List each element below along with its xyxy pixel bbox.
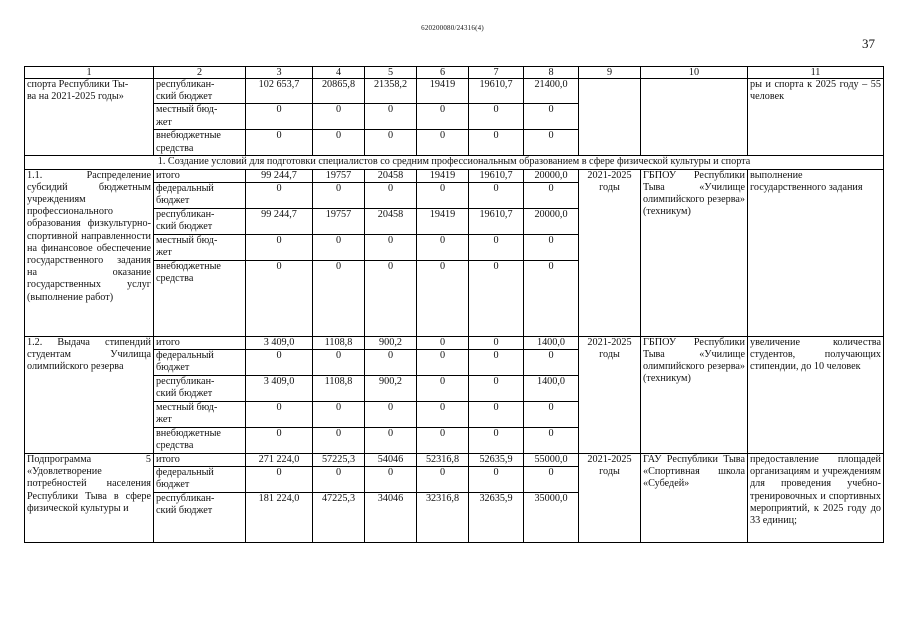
col-header: 7 (469, 67, 524, 79)
amount-value: 19419 (417, 79, 469, 104)
table-row (25, 454, 884, 467)
amount-value: 0 (524, 104, 579, 130)
amount-value: 0 (417, 104, 469, 130)
amount-value: 99 244,7 (246, 169, 313, 182)
amount-value: 19757 (313, 208, 365, 234)
program-table (24, 66, 884, 543)
funding-source: итого (154, 169, 246, 182)
col-header: 3 (246, 67, 313, 79)
funding-source: федеральный бюджет (154, 182, 246, 208)
executor (641, 79, 748, 156)
amount-value: 57225,3 (313, 454, 365, 467)
amount-value: 0 (365, 130, 417, 156)
amount-value: 34046 (365, 493, 417, 543)
executor: ГАУ Республики Тыва «Спортивная школа «Субедей» (641, 454, 748, 543)
measure-name: 1.1. Распределение субсидий бюджетным учреждениям профессионального образования физкультурно-спортивной направленности на финансовое обеспечение государственного задания на оказание государственных услуг (выполнение работ) (25, 169, 154, 336)
amount-value: 0 (313, 130, 365, 156)
amount-value: 19419 (417, 208, 469, 234)
amount-value: 19757 (313, 169, 365, 182)
amount-value: 0 (524, 467, 579, 493)
funding-source: внебюджетные средства (154, 130, 246, 156)
period: 2021-2025 годы (579, 169, 641, 336)
table-row (25, 169, 884, 182)
period: 2021-2025 годы (579, 336, 641, 453)
funding-source: внебюджетные средства (154, 428, 246, 454)
amount-value: 0 (469, 234, 524, 260)
funding-source: внебюджетные средства (154, 260, 246, 336)
amount-value: 0 (469, 376, 524, 402)
funding-source: республикан- ский бюджет (154, 79, 246, 104)
funding-source: федеральный бюджет (154, 467, 246, 493)
col-header: 8 (524, 67, 579, 79)
amount-value: 0 (524, 260, 579, 336)
amount-value: 0 (246, 182, 313, 208)
document-id: 620200080/24316(4) (421, 24, 484, 32)
amount-value: 0 (365, 104, 417, 130)
amount-value: 0 (524, 234, 579, 260)
expected-result: ры и спорта к 2025 году – 55 человек (748, 79, 884, 156)
funding-source: местный бюд- жет (154, 402, 246, 428)
col-header: 1 (25, 67, 154, 79)
amount-value: 0 (246, 467, 313, 493)
period (579, 79, 641, 156)
page-number: 37 (862, 36, 875, 51)
measure-name: 1.2. Выдача стипендий студентам Училища олимпийского резерва (25, 336, 154, 453)
funding-source: федеральный бюджет (154, 350, 246, 376)
col-header: 6 (417, 67, 469, 79)
amount-value: 0 (313, 428, 365, 454)
amount-value: 0 (524, 428, 579, 454)
amount-value: 3 409,0 (246, 376, 313, 402)
executor: ГБПОУ Республики Тыва «Училище олимпийского резерва» (техникум) (641, 336, 748, 453)
section-row (25, 156, 884, 169)
col-header: 10 (641, 67, 748, 79)
funding-source: местный бюд- жет (154, 104, 246, 130)
amount-value: 20865,8 (313, 79, 365, 104)
amount-value: 0 (524, 350, 579, 376)
amount-value: 900,2 (365, 336, 417, 349)
funding-source: республикан- ский бюджет (154, 493, 246, 543)
expected-result: выполнение государственного задания (748, 169, 884, 336)
funding-source: республикан- ский бюджет (154, 376, 246, 402)
amount-value: 0 (246, 402, 313, 428)
amount-value: 0 (469, 467, 524, 493)
col-header: 9 (579, 67, 641, 79)
amount-value: 0 (365, 182, 417, 208)
column-number-row (25, 67, 884, 79)
table-row (25, 336, 884, 349)
col-header: 11 (748, 67, 884, 79)
amount-value: 3 409,0 (246, 336, 313, 349)
amount-value: 900,2 (365, 376, 417, 402)
amount-value: 0 (417, 336, 469, 349)
amount-value: 0 (365, 234, 417, 260)
amount-value: 0 (313, 402, 365, 428)
amount-value: 19610,7 (469, 208, 524, 234)
amount-value: 181 224,0 (246, 493, 313, 543)
amount-value: 0 (524, 182, 579, 208)
amount-value: 0 (469, 336, 524, 349)
amount-value: 0 (524, 130, 579, 156)
amount-value: 271 224,0 (246, 454, 313, 467)
period: 2021-2025 годы (579, 454, 641, 543)
amount-value: 47225,3 (313, 493, 365, 543)
amount-value: 54046 (365, 454, 417, 467)
amount-value: 52635,9 (469, 454, 524, 467)
amount-value: 0 (469, 428, 524, 454)
amount-value: 1108,8 (313, 336, 365, 349)
amount-value: 0 (365, 467, 417, 493)
amount-value: 19610,7 (469, 169, 524, 182)
amount-value: 0 (313, 104, 365, 130)
amount-value: 1108,8 (313, 376, 365, 402)
amount-value: 0 (246, 428, 313, 454)
amount-value: 0 (417, 350, 469, 376)
executor: ГБПОУ Республики Тыва «Училище олимпийского резерва» (техникум) (641, 169, 748, 336)
amount-value: 0 (524, 402, 579, 428)
amount-value: 0 (365, 350, 417, 376)
funding-source: местный бюд- жет (154, 234, 246, 260)
amount-value: 19610,7 (469, 79, 524, 104)
amount-value: 0 (365, 260, 417, 336)
amount-value: 20000,0 (524, 169, 579, 182)
expected-result: предоставление площадей организациям и учреждениям для проведения учебно-тренировочных и спортивных мероприятий, к 2025 году до 33 единиц; (748, 454, 884, 543)
amount-value: 20000,0 (524, 208, 579, 234)
amount-value: 0 (469, 104, 524, 130)
amount-value: 0 (417, 260, 469, 336)
amount-value: 52316,8 (417, 454, 469, 467)
amount-value: 21358,2 (365, 79, 417, 104)
amount-value: 0 (469, 260, 524, 336)
expected-result: увеличение количества студентов, получающих стипендии, до 10 человек (748, 336, 884, 453)
amount-value: 20458 (365, 208, 417, 234)
amount-value: 1400,0 (524, 376, 579, 402)
amount-value: 0 (417, 130, 469, 156)
amount-value: 0 (417, 428, 469, 454)
amount-value: 55000,0 (524, 454, 579, 467)
amount-value: 99 244,7 (246, 208, 313, 234)
amount-value: 0 (417, 467, 469, 493)
funding-source: итого (154, 336, 246, 349)
col-header: 5 (365, 67, 417, 79)
amount-value: 0 (313, 350, 365, 376)
amount-value: 0 (365, 402, 417, 428)
col-header: 4 (313, 67, 365, 79)
amount-value: 0 (313, 467, 365, 493)
amount-value: 0 (313, 182, 365, 208)
amount-value: 35000,0 (524, 493, 579, 543)
amount-value: 0 (246, 234, 313, 260)
amount-value: 0 (246, 130, 313, 156)
col-header: 2 (154, 67, 246, 79)
measure-name: Подпрограмма 5 «Удовлетворение потребностей населения Республики Тыва в сфере физической культуры и (25, 454, 154, 543)
amount-value: 0 (417, 402, 469, 428)
amount-value: 0 (313, 234, 365, 260)
amount-value: 1400,0 (524, 336, 579, 349)
amount-value: 0 (365, 428, 417, 454)
amount-value: 0 (469, 130, 524, 156)
amount-value: 0 (469, 350, 524, 376)
measure-name: спорта Республики Ты- ва на 2021-2025 годы» (25, 79, 154, 156)
amount-value: 32635,9 (469, 493, 524, 543)
amount-value: 21400,0 (524, 79, 579, 104)
table-row (25, 79, 884, 104)
amount-value: 0 (313, 260, 365, 336)
amount-value: 0 (417, 182, 469, 208)
section-title: 1. Создание условий для подготовки специалистов со средним профессиональным образованием в сфере физической культуры и спорта (25, 156, 884, 169)
amount-value: 0 (469, 402, 524, 428)
amount-value: 102 653,7 (246, 79, 313, 104)
amount-value: 0 (417, 376, 469, 402)
amount-value: 0 (246, 104, 313, 130)
amount-value: 20458 (365, 169, 417, 182)
amount-value: 0 (246, 350, 313, 376)
amount-value: 0 (417, 234, 469, 260)
amount-value: 0 (246, 260, 313, 336)
funding-source: республикан- ский бюджет (154, 208, 246, 234)
funding-source: итого (154, 454, 246, 467)
amount-value: 0 (469, 182, 524, 208)
amount-value: 19419 (417, 169, 469, 182)
amount-value: 32316,8 (417, 493, 469, 543)
